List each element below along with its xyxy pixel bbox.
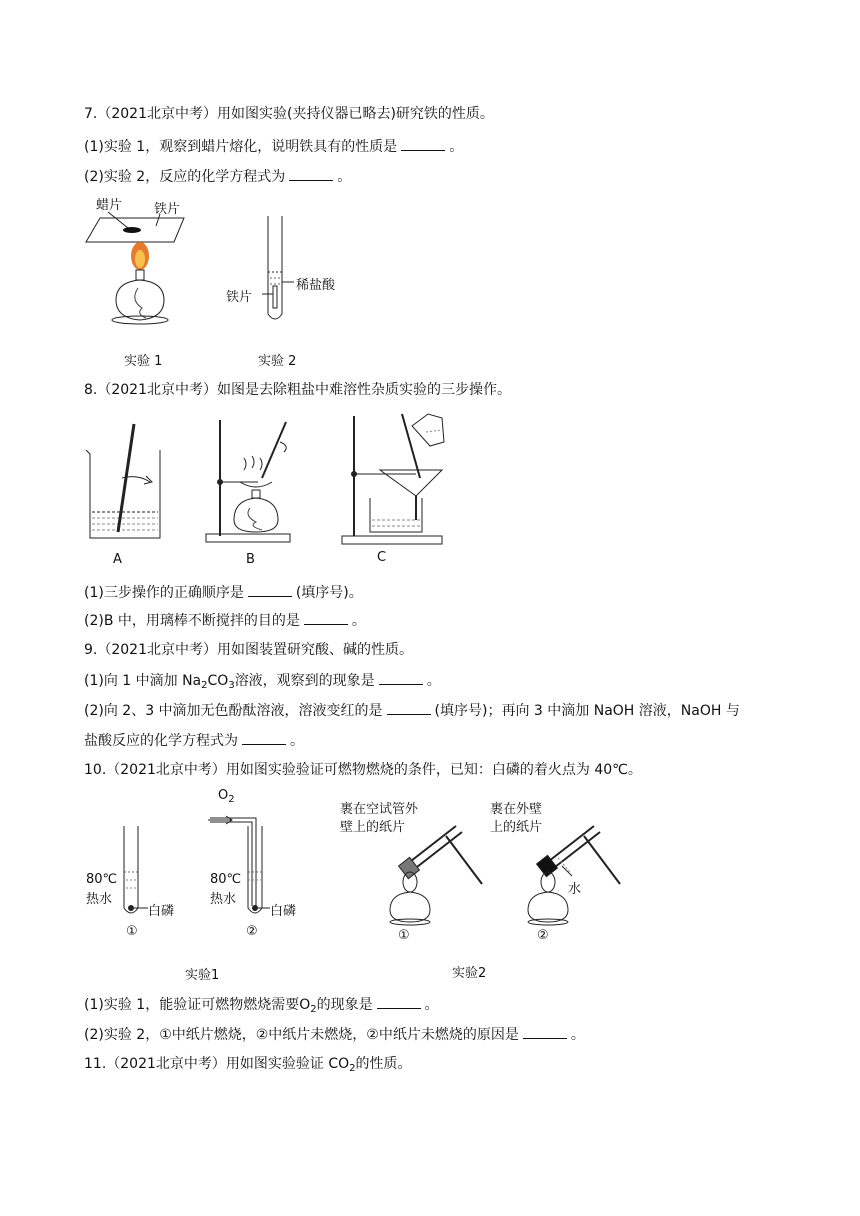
- q10-stem: 10.（2021北京中考）用如图实验验证可燃物燃烧的条件，已知：白磷的着火点为 40℃。: [84, 762, 642, 778]
- q10-blank2[interactable]: [523, 1024, 567, 1039]
- q7-label-exp1: 实验 1: [124, 354, 163, 369]
- q10-label-n4: ②: [537, 928, 549, 943]
- q10-label-paper1-l2: 壁上的纸片: [340, 820, 406, 835]
- q10-part2: (2)实验 2，①中纸片燃烧，②中纸片未燃烧，②中纸片未燃烧的原因是 。: [84, 1024, 585, 1045]
- q8-fig-c-filtration: [340, 408, 450, 548]
- q10-fig-tube1: [118, 822, 148, 922]
- q8-part1: (1)三步操作的正确顺序是 (填序号)。: [84, 582, 363, 603]
- q10-label-n1: ①: [126, 924, 138, 939]
- q7-blank1[interactable]: [401, 136, 445, 151]
- q8-label-c: C: [377, 550, 387, 565]
- q10-label-hotwater1: 热水: [86, 892, 113, 907]
- q10-label-temp2: 80℃: [210, 872, 242, 887]
- q10-label-water: 水: [568, 882, 582, 897]
- q7-label-iron-sheet: 铁片: [154, 202, 181, 217]
- q10-label-n3: ①: [398, 928, 410, 943]
- q7-label-exp2: 实验 2: [258, 354, 297, 369]
- q10-label-hotwater2: 热水: [210, 892, 237, 907]
- q8-fig-a-dissolving: [82, 420, 172, 545]
- q10-blank1[interactable]: [377, 994, 421, 1009]
- q10-label-exp2: 实验2: [452, 966, 487, 981]
- q10-label-phosphorus1: 白磷: [148, 904, 175, 919]
- q10-label-paper2-l1: 裹在外壁: [490, 802, 543, 817]
- q8-part2: (2)B 中，用璃棒不断搅拌的目的是 。: [84, 610, 366, 631]
- q8-label-b: B: [246, 552, 255, 567]
- q11-stem: 11.（2021北京中考）用如图实验验证 $CO_2$的性质。: [84, 1056, 412, 1074]
- q7-fig-experiment2: [250, 212, 310, 332]
- q9-blank1[interactable]: [379, 670, 423, 685]
- q8-fig-b-evaporation: [200, 416, 300, 546]
- q9-blank3[interactable]: [242, 730, 286, 745]
- q8-stem: 8.（2021北京中考）如图是去除粗盐中难溶性杂质实验的三步操作。: [84, 382, 511, 398]
- q9-stem: 9.（2021北京中考）用如图装置研究酸、碱的性质。: [84, 642, 413, 658]
- q10-label-n2: ②: [246, 924, 258, 939]
- q8-blank2[interactable]: [304, 610, 348, 625]
- q7-blank2[interactable]: [289, 166, 333, 181]
- q10-label-exp1: 实验1: [185, 968, 220, 983]
- q10-label-o2: $O_2$: [218, 788, 235, 805]
- q10-label-paper2-l2: 上的纸片: [490, 820, 543, 835]
- q8-blank1[interactable]: [248, 582, 292, 597]
- q9-blank2[interactable]: [387, 700, 431, 715]
- q7-stem: 7.（2021北京中考）用如图实验(夹持仪器已略去)研究铁的性质。: [84, 106, 494, 122]
- q9-part2: (2)向 2、3 中滴加无色酚酞溶液，溶液变红的是 (填序号)；再向 3 中滴加 NaOH 溶液，NaOH 与: [84, 700, 740, 721]
- q7-label-iron-sheet2: 铁片: [226, 290, 253, 305]
- q10-label-phosphorus2: 白磷: [270, 904, 297, 919]
- q9-part2-cont: 盐酸反应的化学方程式为 。: [84, 730, 304, 751]
- q10-part1: (1)实验 1，能验证可燃物燃烧需要$O_2$的现象是 。: [84, 994, 439, 1020]
- q10-label-temp1: 80℃: [86, 872, 118, 887]
- q7-label-wax: 蜡片: [96, 198, 123, 213]
- q9-part1: (1)向 1 中滴加 $Na_2CO_3$溶液，观察到的现象是 。: [84, 670, 441, 696]
- q7-part2: (2)实验 2，反应的化学方程式为 。: [84, 166, 351, 187]
- q7-part1: (1)实验 1，观察到蜡片熔化，说明铁具有的性质是 。: [84, 136, 463, 157]
- q7-label-dilute-hcl: 稀盐酸: [296, 278, 336, 293]
- q10-label-paper1-l1: 裹在空试管外: [340, 802, 419, 817]
- q8-label-a: A: [113, 552, 122, 567]
- q7-fig-experiment1: [80, 196, 200, 346]
